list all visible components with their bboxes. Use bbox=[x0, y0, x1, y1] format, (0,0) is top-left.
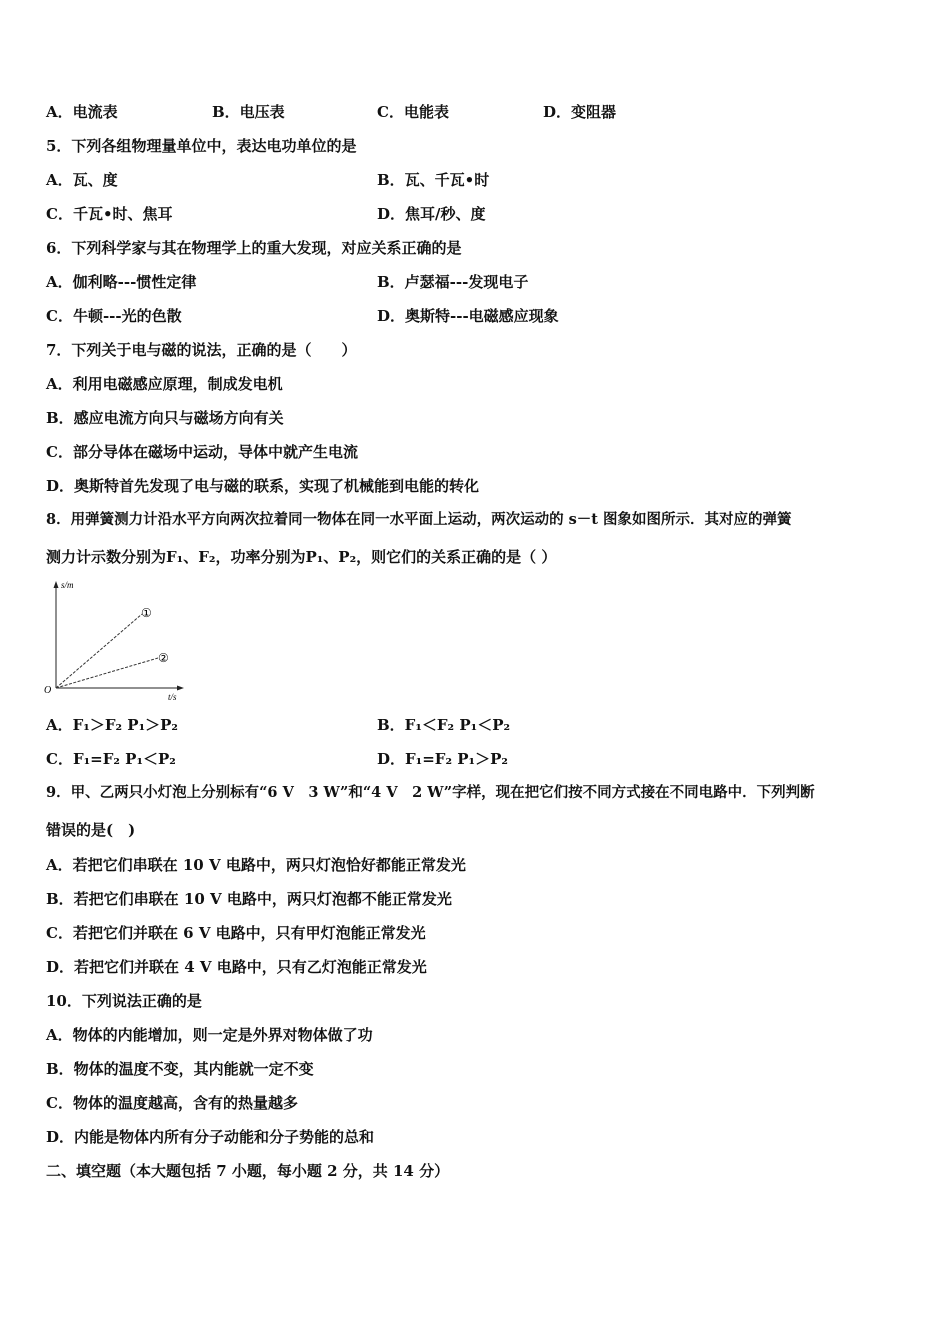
q5-option-a: A．瓦、度 bbox=[46, 171, 118, 189]
q7-option-c: C．部分导体在磁场中运动，导体中就产生电流 bbox=[46, 443, 358, 461]
q9-stem-line1: 9．甲、乙两只小灯泡上分别标有“6 V 3 W”和“4 V 2 W”字样，现在把它们按不同方式接在不同电路中．下列判断 bbox=[46, 784, 815, 801]
q5-option-b: B．瓦、千瓦•时 bbox=[377, 171, 490, 189]
q7-option-b: B．感应电流方向只与磁场方向有关 bbox=[46, 409, 284, 427]
line-1-label: ① bbox=[141, 606, 152, 620]
y-axis-label: s/m bbox=[61, 580, 74, 590]
q4-option-a: A．电流表 bbox=[46, 103, 118, 121]
line-2 bbox=[56, 658, 158, 688]
q6-option-c: C．牛顿---光的色散 bbox=[46, 307, 182, 325]
q7-stem: 7．下列关于电与磁的说法，正确的是（ ） bbox=[46, 341, 357, 359]
x-axis-label: t/s bbox=[168, 692, 177, 702]
q10-option-a: A．物体的内能增加，则一定是外界对物体做了功 bbox=[46, 1026, 373, 1044]
q8-stem-line2: 测力计示数分别为F₁、F₂，功率分别为P₁、P₂，则它们的关系正确的是（ ） bbox=[46, 548, 557, 566]
q6-option-d: D．奥斯特---电磁感应现象 bbox=[377, 307, 559, 325]
q9-option-b: B．若把它们串联在 10 V 电路中，两只灯泡都不能正常发光 bbox=[46, 890, 452, 908]
x-axis-arrow-icon bbox=[177, 686, 184, 691]
origin-label: O bbox=[44, 685, 52, 696]
q8-option-d: D．F₁=F₂ P₁＞P₂ bbox=[377, 750, 508, 768]
q6-stem: 6．下列科学家与其在物理学上的重大发现，对应关系正确的是 bbox=[46, 239, 462, 257]
q8-stem-line1: 8．用弹簧测力计沿水平方向两次拉着同一物体在同一水平面上运动，两次运动的 s－t 图象如图所示．其对应的弹簧 bbox=[46, 511, 792, 528]
q5-stem: 5．下列各组物理量单位中，表达电功单位的是 bbox=[46, 137, 357, 155]
q8-option-c: C．F₁=F₂ P₁＜P₂ bbox=[46, 750, 176, 768]
section-heading-fill-in: 二、填空题（本大题包括 7 小题，每小题 2 分，共 14 分） bbox=[46, 1162, 450, 1180]
q10-option-d: D．内能是物体内所有分子动能和分子势能的总和 bbox=[46, 1128, 375, 1146]
q10-stem: 10．下列说法正确的是 bbox=[46, 992, 202, 1010]
q4-option-b: B．电压表 bbox=[212, 103, 285, 121]
q9-option-c: C．若把它们并联在 6 V 电路中，只有甲灯泡能正常发光 bbox=[46, 924, 426, 942]
q8-st-graph bbox=[40, 576, 190, 704]
q9-stem-line2: 错误的是( ) bbox=[46, 821, 136, 839]
q9-option-d: D．若把它们并联在 4 V 电路中，只有乙灯泡能正常发光 bbox=[46, 958, 427, 976]
q5-option-d: D．焦耳/秒、度 bbox=[377, 205, 486, 223]
q7-option-d: D．奥斯特首先发现了电与磁的联系，实现了机械能到电能的转化 bbox=[46, 477, 480, 495]
q8-option-b: B．F₁＜F₂ P₁＜P₂ bbox=[377, 716, 511, 734]
q4-option-d: D．变阻器 bbox=[543, 103, 617, 121]
q10-option-c: C．物体的温度越高，含有的热量越多 bbox=[46, 1094, 298, 1112]
q10-option-b: B．物体的温度不变，其内能就一定不变 bbox=[46, 1060, 314, 1078]
line-1 bbox=[56, 614, 142, 688]
q6-option-a: A．伽利略---惯性定律 bbox=[46, 273, 197, 291]
q4-option-c: C．电能表 bbox=[377, 103, 449, 121]
line-2-label: ② bbox=[158, 651, 169, 665]
q7-option-a: A．利用电磁感应原理，制成发电机 bbox=[46, 375, 283, 393]
q9-option-a: A．若把它们串联在 10 V 电路中，两只灯泡恰好都能正常发光 bbox=[46, 856, 466, 874]
q5-option-c: C．千瓦•时、焦耳 bbox=[46, 205, 173, 223]
y-axis-arrow-icon bbox=[54, 581, 59, 588]
q6-option-b: B．卢瑟福---发现电子 bbox=[377, 273, 529, 291]
q8-option-a: A．F₁＞F₂ P₁＞P₂ bbox=[46, 716, 178, 734]
